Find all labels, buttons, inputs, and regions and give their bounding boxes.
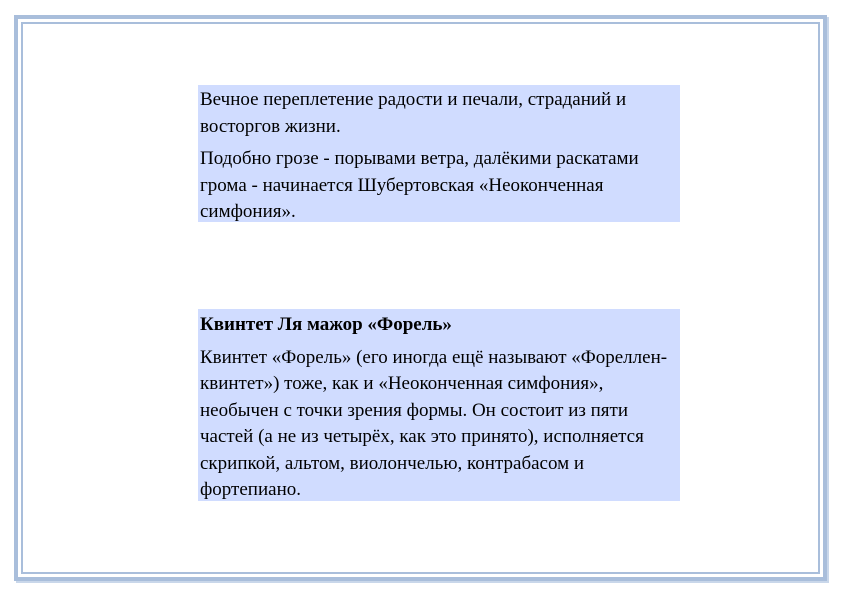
- quintet-paragraph: Квинтет «Форель» (его иногда ещё называют «Фореллен-квинтет») тоже, как и «Неоконченная симфония», необычен с точки зрения формы. Он состоит из пяти частей (а не из четырёх, как это принято), исполняется скрипкой, альтом, виолончелью, контрабасом и фортепиано.: [200, 346, 668, 500]
- symphony-paragraph-2: Подобно грозе - порывами ветра, далёкими раскатами грома - начинается Шубертовская «Неоконченная симфония».: [200, 148, 639, 222]
- quintet-text-block: [198, 309, 680, 501]
- quintet-heading: Квинтет Ля мажор «Форель»: [200, 314, 452, 335]
- symphony-text-block: [198, 85, 680, 222]
- symphony-paragraph-1: Вечное переплетение радости и печали, страданий и восторгов жизни.: [200, 89, 627, 137]
